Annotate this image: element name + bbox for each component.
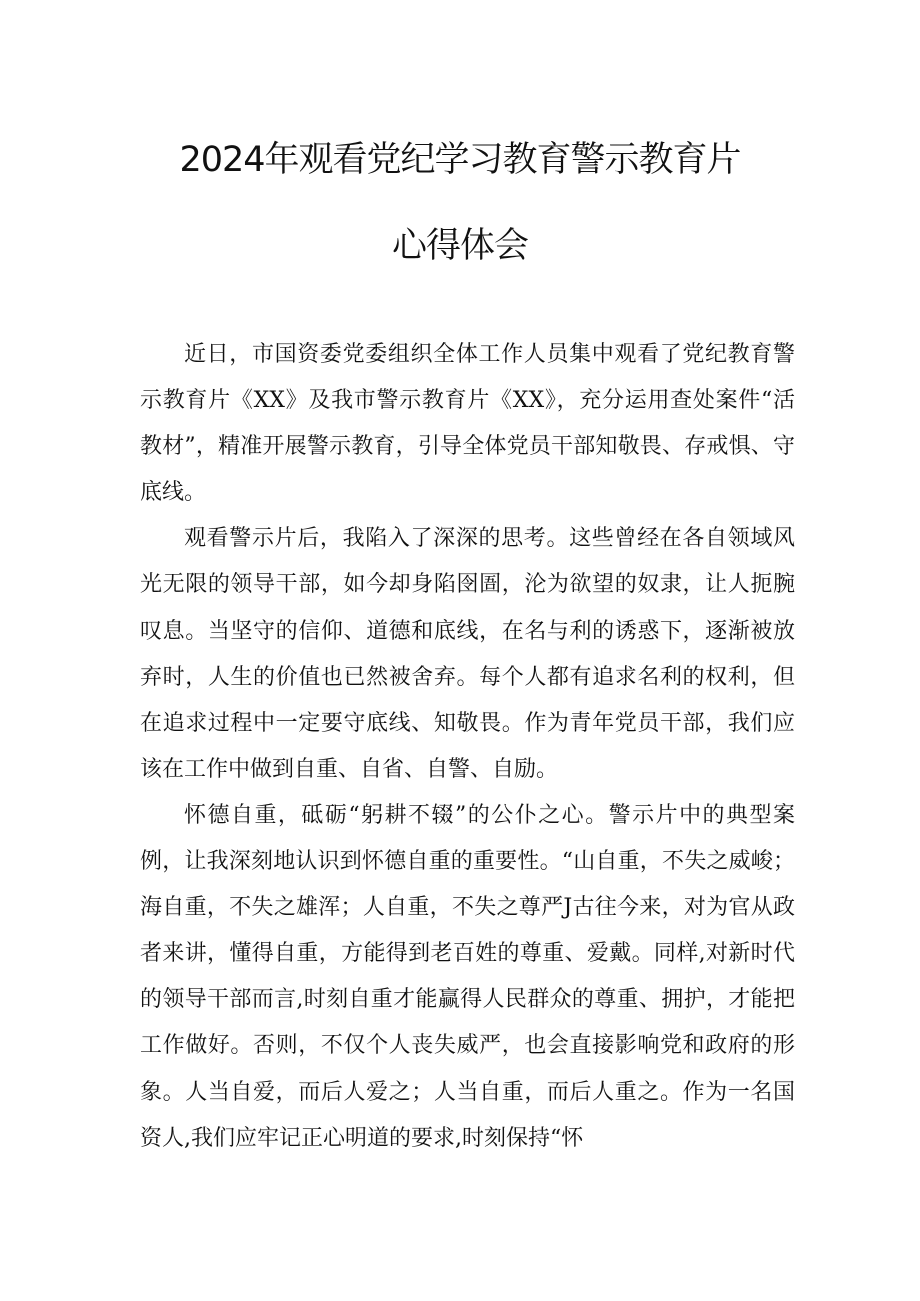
document-body: [140, 332, 795, 1162]
document-title-line-1: 2024年观看党纪学习教育警示教育片: [179, 140, 741, 180]
paragraph-2: 观看警示片后，我陷入了深深的思考。这些曾经在各自领域风光无限的领导干部，如今却身陷囹圄，沦为欲望的奴隶，让人扼腕叹息。当坚守的信仰、道德和底线，在名与利的诱惑下，逐渐被放弃时，人生的价值也已然被舍弃。每个人都有追求名利的权利，但在追求过程中一定要守底线、知敬畏。作为青年党员干部，我们应该在工作中做到自重、自省、自警、自励。: [140, 526, 795, 782]
document-title-line-2: 心得体会: [391, 226, 528, 266]
paragraph-3: 怀德自重，砥砺“躬耕不辍”的公仆之心。警示片中的典型案例，让我深刻地认识到怀德自重的重要性。“山自重，不失之威峻；海自重，不失之雄浑；人自重，不失之尊严J古往今来，对为官从政者来讲，懂得自重，方能得到老百姓的尊重、爱戴。同样,对新时代的领导干部而言,时刻自重才能赢得人民群众的尊重、拥护，才能把工作做好。否则，不仅个人丧失威严，也会直接影响党和政府的形象。人当自爱，而后人爱之；人当自重，而后人重之。作为一名国资人,我们应牢记正心明道的要求,时刻保持“怀: [140, 802, 795, 1151]
paragraph-1: 近日，市国资委党委组织全体工作人员集中观看了党纪教育警示教育片《XX》及我市警示教育片《XX》，充分运用查处案件“活教材”，精准开展警示教育，引导全体党员干部知敬畏、存戒惧、守底线。: [140, 342, 795, 506]
